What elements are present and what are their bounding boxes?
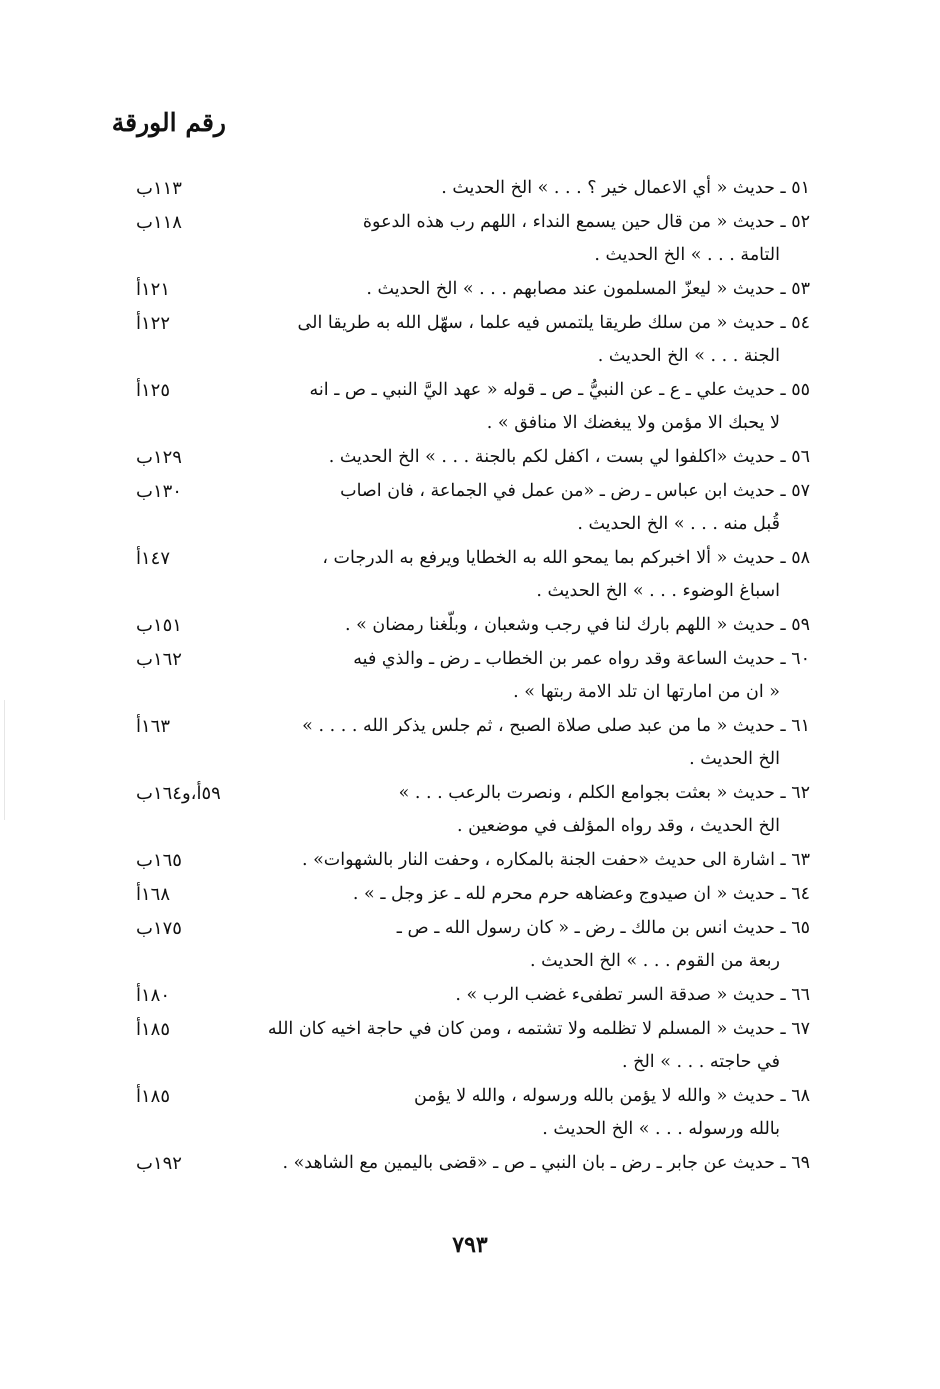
hadith-entry-continuation-line: التامة . . . » الخ الحديث . (594, 245, 780, 265)
hadith-entry (0, 844, 940, 877)
hadith-entry (0, 609, 940, 642)
hadith-entry-continuation-line: لا يحبك الا مؤمن ولا يبغضك الا منافق » . (486, 413, 780, 433)
hadith-entry-text (232, 912, 810, 978)
hadith-entry (0, 441, 940, 474)
hadith-entry-line: ٥٥ ـ حديث علي ـ ع ـ عن النبيُّ ـ ص ـ قوله « عهد اليَّ النبي ـ ص ـ انه (309, 380, 810, 400)
folio-reference: ١٢٥أ (136, 380, 171, 401)
hadith-entry-text (232, 878, 810, 911)
hadith-entry-text (232, 1080, 810, 1146)
hadith-entry (0, 1147, 940, 1180)
folio-reference: ١٢٢أ (136, 313, 171, 334)
hadith-entry-line: ٦٧ ـ حديث « المسلم لا تظلمه ولا تشتمه ، ومن كان في حاجة اخيه كان الله (267, 1019, 810, 1039)
folio-reference: ١٦٣أ (136, 716, 171, 737)
hadith-entry-continuation-line: بالله ورسوله . . . » الخ الحديث . (542, 1119, 780, 1139)
hadith-entry (0, 979, 940, 1012)
folio-reference: ١٢٩ب (136, 447, 182, 468)
hadith-entry-line: ٦٨ ـ حديث « والله لا يؤمن بالله ورسوله ، والله لا يؤمن (414, 1086, 810, 1106)
folio-reference: ١٣٠ب (136, 481, 182, 502)
folio-reference: ١٩٢ب (136, 1153, 182, 1174)
folio-reference: ١٤٧أ (136, 548, 171, 569)
hadith-index-list (0, 172, 940, 1181)
hadith-entry-continuation-line: الخ الحديث ، وقد رواه المؤلف في موضعين . (457, 816, 780, 836)
column-header-folio-number: رقم الورقة (111, 108, 226, 137)
hadith-entry-text (232, 475, 810, 541)
hadith-entry (0, 912, 940, 978)
hadith-entry-line: ٦٤ ـ حديث « ان صيدوج وعضاهه حرم محرم لله ـ عز وجل ـ » . (352, 884, 810, 904)
hadith-entry-line: ٥٢ ـ حديث « من قال حين يسمع النداء ، اللهم رب هذه الدعوة (362, 212, 810, 232)
folio-reference: ١١٣ب (136, 178, 182, 199)
hadith-entry-line: ٥٧ ـ حديث ابن عباس ـ رض ـ «من عمل في الجماعة ، فان اصاب (340, 481, 810, 501)
hadith-entry-text (232, 844, 810, 877)
hadith-entry-line: ٦٩ ـ حديث عن جابر ـ رض ـ بان النبي ـ ص ـ «قضى باليمين مع الشاهد» . (282, 1153, 810, 1173)
hadith-entry-line: ٦١ ـ حديث « ما من عبد صلى صلاة الصبح ، ثم جلس يذكر الله . . . . » (302, 716, 810, 736)
hadith-entry-continuation-line: قُبل منه . . . » الخ الحديث . (577, 514, 780, 534)
hadith-entry (0, 643, 940, 709)
folio-reference: ١٧٥ب (136, 918, 182, 939)
hadith-entry-line: ٦٣ ـ اشارة الى حديث «حفت الجنة بالمكاره ، وحفت النار بالشهوات» . (301, 850, 810, 870)
hadith-entry (0, 1013, 940, 1079)
folio-reference: ١٦٨أ (136, 884, 171, 905)
hadith-entry (0, 206, 940, 272)
hadith-entry (0, 542, 940, 608)
hadith-entry-line: ٥٣ ـ حديث « ليعزّ المسلمون عند مصابهم . . . » الخ الحديث . (366, 279, 810, 299)
hadith-entry-line: ٥٨ ـ حديث « ألا اخبركم بما يمحو الله به الخطايا ويرفع به الدرجات ، (322, 548, 810, 568)
hadith-entry-continuation-line: الجنة . . . » الخ الحديث . (597, 346, 780, 366)
hadith-entry (0, 710, 940, 776)
hadith-entry-text (232, 643, 810, 709)
hadith-entry-text (232, 441, 810, 474)
hadith-entry-continuation-line: ربعة من القوم . . . » الخ الحديث . (529, 951, 780, 971)
hadith-entry-line: ٥٤ ـ حديث « من سلك طريقا يلتمس فيه علما ، سهّل الله به طريقا الى (297, 313, 810, 333)
folio-reference: ١٥١ب (136, 615, 182, 636)
hadith-entry (0, 1080, 940, 1146)
scan-margin-mark (4, 700, 5, 820)
hadith-entry-text (232, 609, 810, 642)
hadith-entry-continuation-line: الخ الحديث . (689, 749, 780, 769)
hadith-entry-text (232, 307, 810, 373)
hadith-entry (0, 374, 940, 440)
hadith-entry-text (232, 1013, 810, 1079)
hadith-entry-line: ٦٦ ـ حديث « صدقة السر تطفىء غضب الرب » . (455, 985, 810, 1005)
hadith-entry-text (232, 777, 810, 843)
hadith-entry-line: ٦٥ ـ حديث انس بن مالك ـ رض ـ « كان رسول الله ـ ص ـ (396, 918, 810, 938)
hadith-entry-text (232, 273, 810, 306)
folio-reference: ١٨٥أ (136, 1019, 171, 1040)
hadith-entry-continuation-line: اسباغ الوضوء . . . » الخ الحديث . (536, 581, 780, 601)
hadith-entry (0, 475, 940, 541)
folio-reference: ٥٩أ،و١٦٤ب (136, 783, 221, 804)
hadith-entry-line: ٥٦ ـ حديث «اكلفوا لي بست ، اكفل لكم بالجنة . . . » الخ الحديث . (328, 447, 810, 467)
hadith-entry (0, 273, 940, 306)
hadith-entry-line: ٦٠ ـ حديث الساعة وقد رواه عمر بن الخطاب ـ رض ـ والذي فيه (353, 649, 810, 669)
folio-reference: ١٢١أ (136, 279, 171, 300)
hadith-entry-continuation-line: « ان من امارتها ان تلد الامة ربتها » . (513, 682, 780, 702)
hadith-entry-line: ٥٩ ـ حديث « اللهم بارك لنا في رجب وشعبان ، وبلّغنا رمضان » . (344, 615, 810, 635)
hadith-entry-text (232, 1147, 810, 1180)
hadith-entry-line: ٥١ ـ حديث « أي الاعمال خير ؟ . . . » الخ الحديث . (441, 178, 810, 198)
hadith-entry-text (232, 206, 810, 272)
hadith-entry-text (232, 374, 810, 440)
folio-reference: ١٨٠أ (136, 985, 171, 1006)
hadith-entry-text (232, 979, 810, 1012)
hadith-entry (0, 172, 940, 205)
folio-reference: ١٦٢ب (136, 649, 182, 670)
hadith-entry-text (232, 542, 810, 608)
folio-reference: ١٦٥ب (136, 850, 182, 871)
hadith-entry (0, 307, 940, 373)
hadith-entry-continuation-line: في حاجته . . . » الخ . (622, 1052, 780, 1072)
hadith-entry-text (232, 710, 810, 776)
folio-reference: ١١٨ب (136, 212, 182, 233)
hadith-entry (0, 878, 940, 911)
hadith-entry (0, 777, 940, 843)
hadith-entry-text (232, 172, 810, 205)
page-number: ٧٩٣ (452, 1232, 488, 1258)
hadith-entry-line: ٦٢ ـ حديث « بعثت بجوامع الكلم ، ونصرت بالرعب . . . » (398, 783, 810, 803)
folio-reference: ١٨٥أ (136, 1086, 171, 1107)
